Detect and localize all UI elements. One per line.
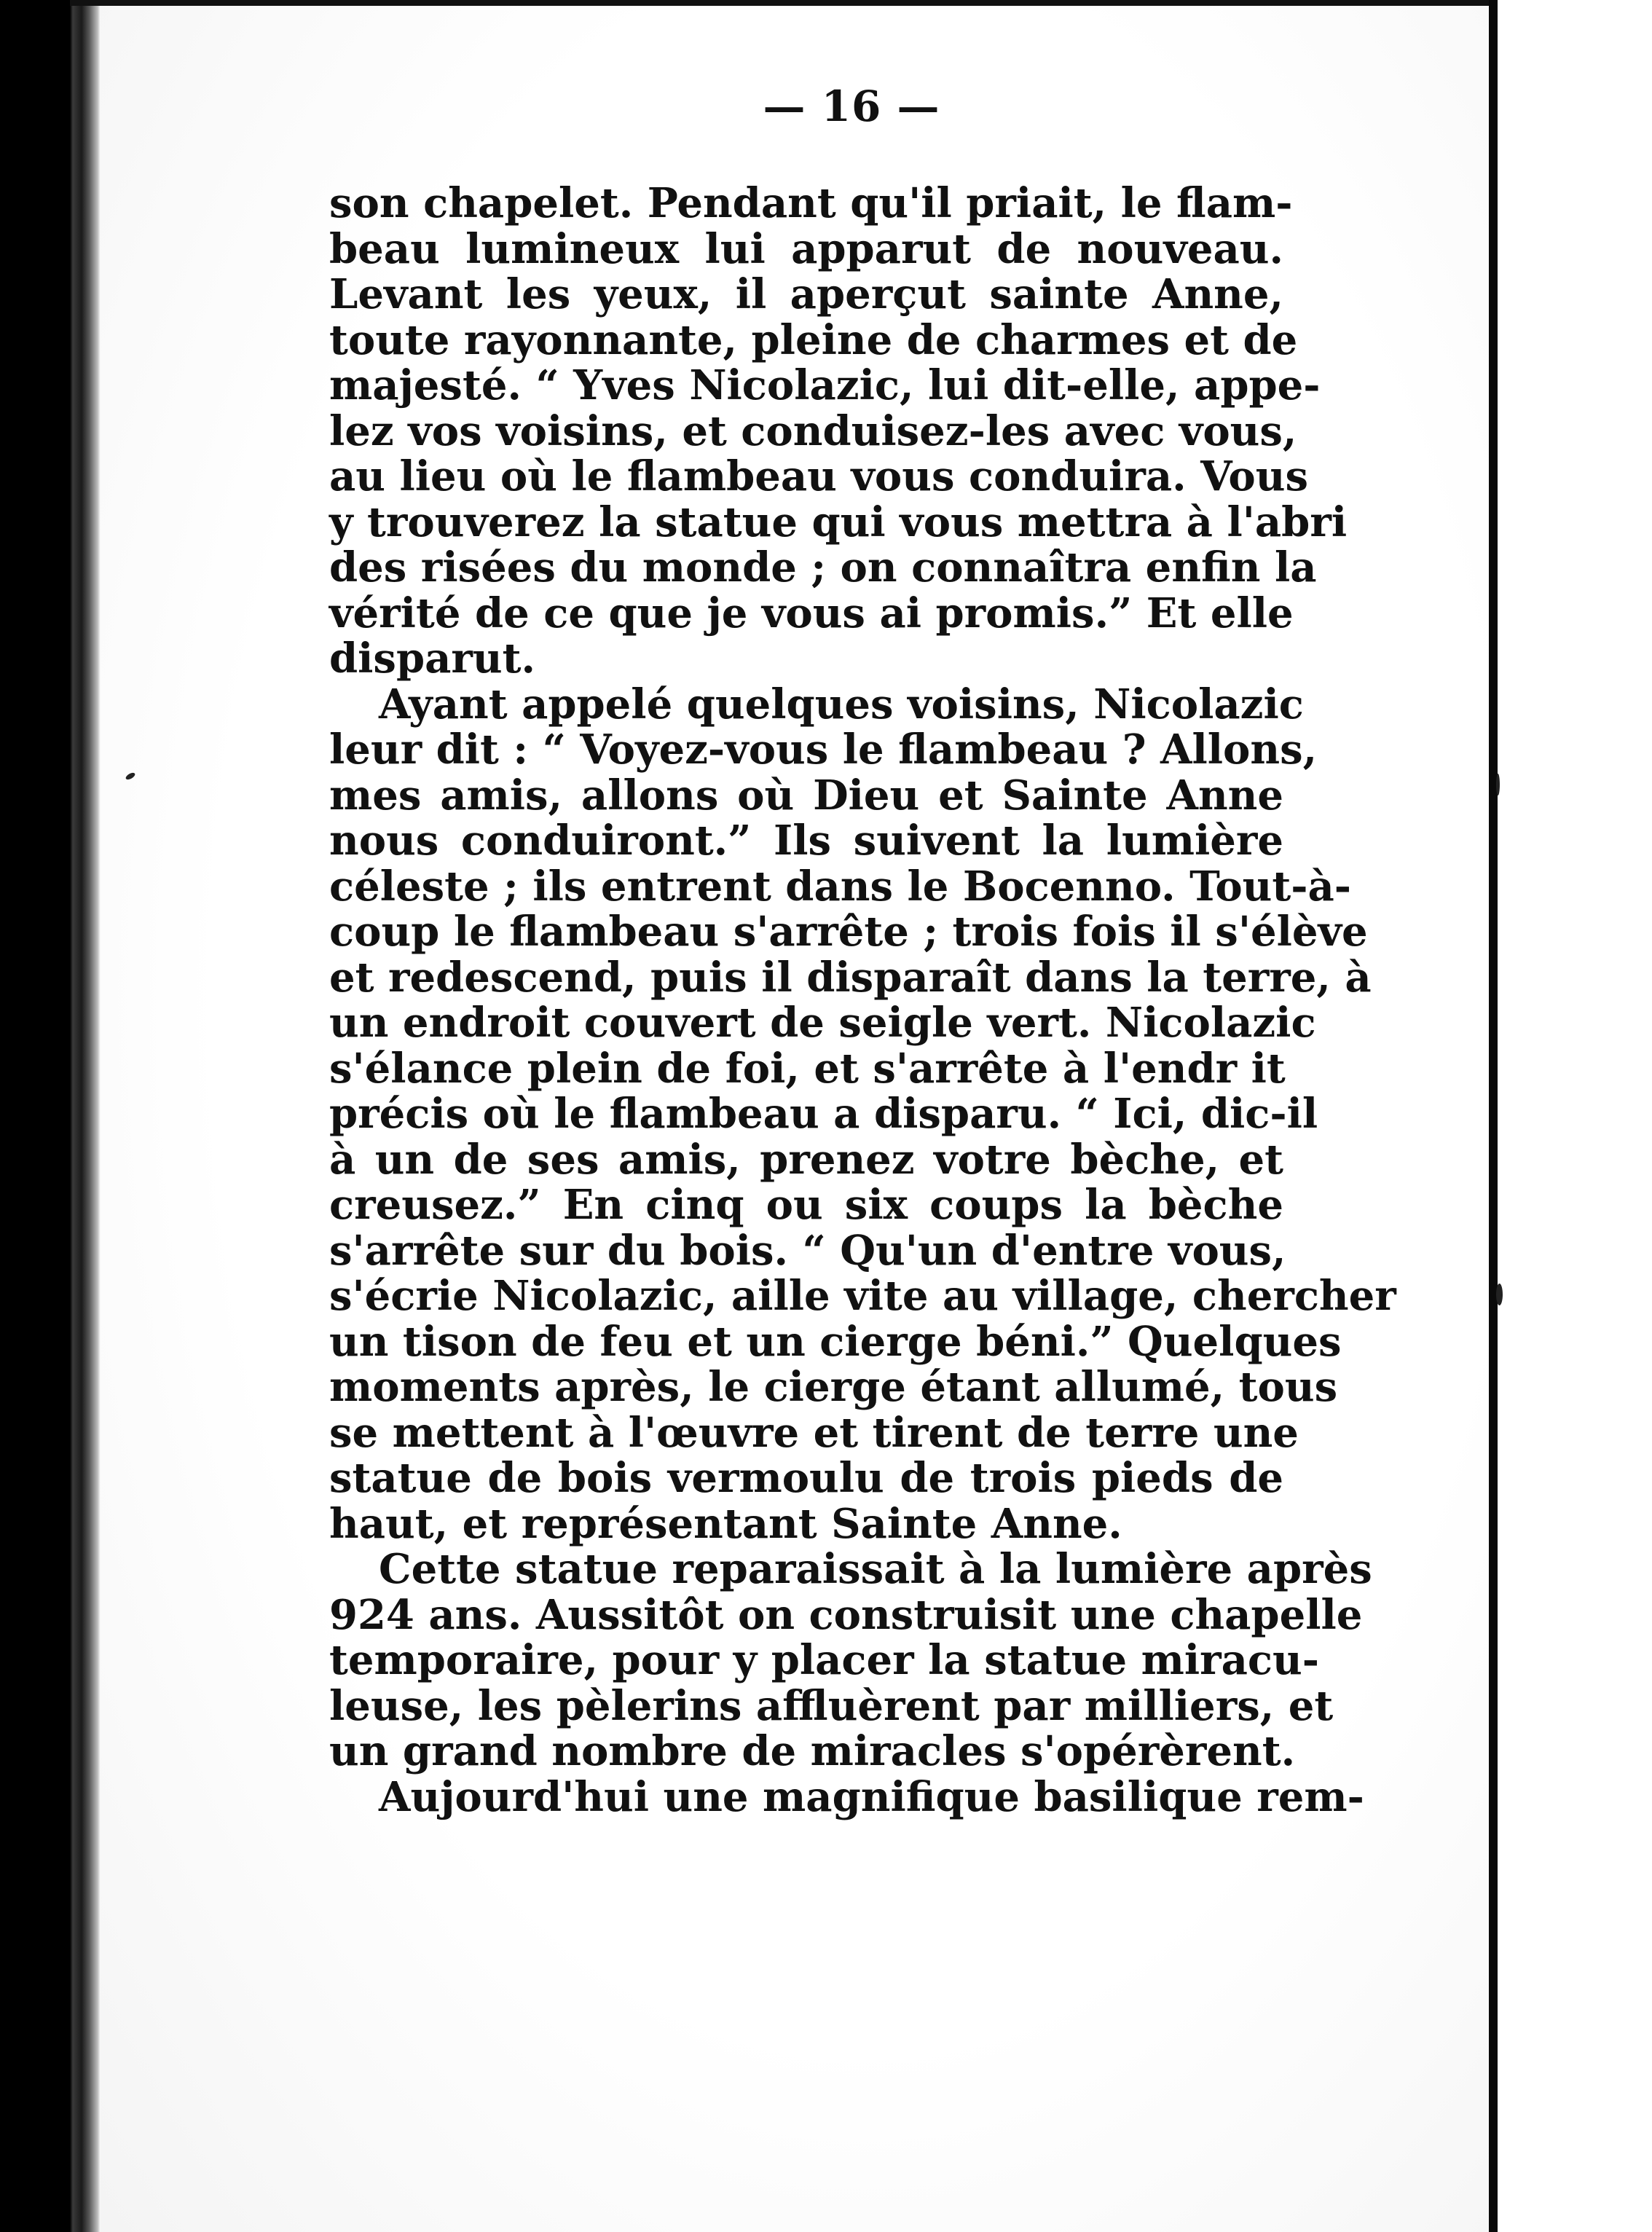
paragraph-first-line: Cette statue reparaissait à la lumière après: [379, 1545, 1372, 1593]
text-line: mes amis, allons où Dieu et Sainte Anne: [329, 771, 1283, 820]
text-line: toute rayonnante, pleine de charmes et de: [329, 315, 1298, 364]
paragraph-first-line: Ayant appelé quelques voisins, Nicolazic: [379, 680, 1304, 728]
text-line: à un de ses amis, prenez votre bèche, et: [329, 1135, 1283, 1184]
text-line: moments après, le cierge étant allumé, tous: [329, 1363, 1338, 1411]
text-line: au lieu où le flambeau vous conduira. Vous: [329, 452, 1308, 500]
text-line: et redescend, puis il disparaît dans la terre, à: [329, 953, 1372, 1002]
text-line: un endroit couvert de seigle vert. Nicolazic: [329, 999, 1316, 1047]
text-line: haut, et représentant Sainte Anne.: [329, 1499, 1122, 1548]
text-line: céleste ; ils entrent dans le Bocenno. Tout-à-: [329, 862, 1352, 911]
text-line: un tison de feu et un cierge béni.” Quelques: [329, 1317, 1342, 1366]
text-line: statue de bois vermoulu de trois pieds de: [329, 1454, 1283, 1502]
text-line: y trouverez la statue qui vous mettra à l'abri: [329, 498, 1348, 546]
text-line: vérité de ce que je vous ai promis.” Et elle: [329, 589, 1294, 637]
text-line: son chapelet. Pendant qu'il priait, le flam-: [329, 179, 1293, 227]
text-line: leur dit : “ Voyez-vous le flambeau ? Allons,: [329, 726, 1318, 774]
text-line: précis où le flambeau a disparu. “ Ici, dic-il: [329, 1090, 1318, 1138]
text-line: un grand nombre de miracles s'opérèrent.: [329, 1727, 1296, 1775]
page-number: — 16 —: [763, 82, 940, 131]
text-line: s'arrête sur du bois. “ Qu'un d'entre vous,: [329, 1226, 1286, 1275]
text-line: se mettent à l'œuvre et tirent de terre une: [329, 1408, 1299, 1457]
text-line: beau lumineux lui apparut de nouveau.: [329, 224, 1283, 273]
scan-left-border: [0, 0, 101, 2232]
text-line: 924 ans. Aussitôt on construisit une chapelle: [329, 1590, 1363, 1639]
text-line: temporaire, pour y placer la statue miracu-: [329, 1636, 1319, 1684]
text-line: leuse, les pèlerins affluèrent par milliers, et: [329, 1681, 1334, 1730]
text-line: des risées du monde ; on connaîtra enfin la: [329, 543, 1317, 592]
scan-right-margin: [1498, 0, 1652, 2232]
text-line: majesté. “ Yves Nicolazic, lui dit-elle, appe-: [329, 361, 1321, 409]
text-line: s'écrie Nicolazic, aille vite au village, chercher: [329, 1272, 1396, 1320]
text-line: s'élance plein de foi, et s'arrête à l'endr it: [329, 1044, 1286, 1093]
paragraph-first-line: Aujourd'hui une magnifique basilique rem-: [379, 1772, 1364, 1821]
margin-speck: [1496, 1284, 1503, 1305]
scan-top-border: [70, 0, 1502, 6]
page-right-border: [1489, 0, 1498, 2232]
margin-speck: [1496, 774, 1500, 795]
text-line: coup le flambeau s'arrête ; trois fois il s'élève: [329, 908, 1368, 956]
text-line: Levant les yeux, il aperçut sainte Anne,: [329, 270, 1283, 318]
text-line: disparut.: [329, 634, 535, 683]
body-text: [329, 179, 1396, 1821]
text-line: nous conduiront.” Ils suivent la lumière: [329, 817, 1283, 865]
text-line: lez vos voisins, et conduisez-les avec vous,: [329, 406, 1297, 455]
text-line: creusez.” En cinq ou six coups la bèche: [329, 1181, 1283, 1229]
